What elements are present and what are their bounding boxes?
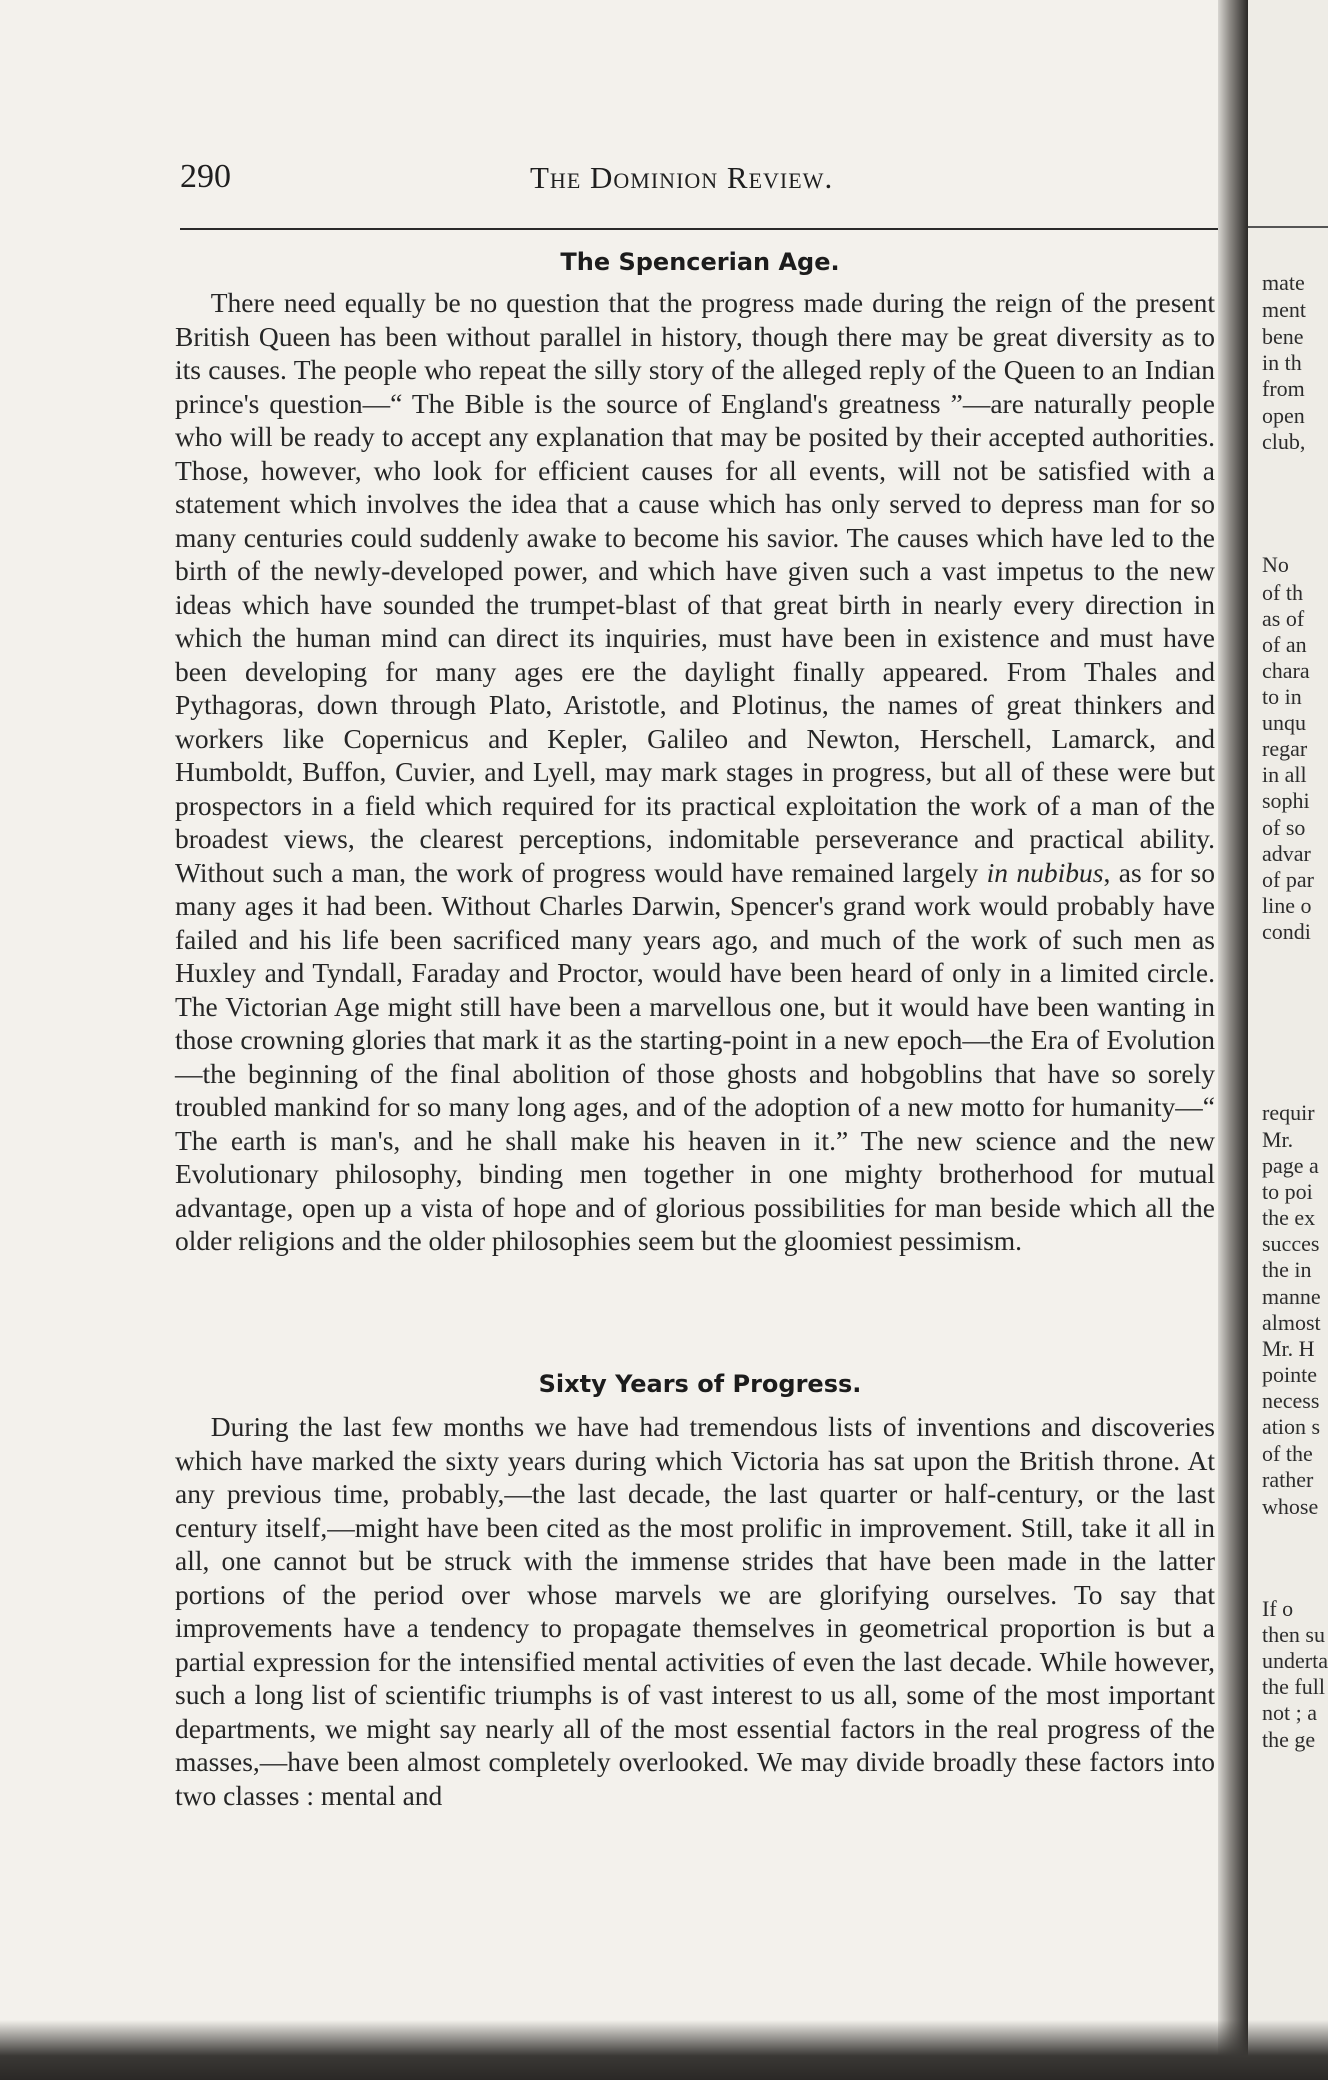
facing-page-line: the in: [1262, 1257, 1312, 1282]
facing-page-line: then su: [1262, 1622, 1325, 1647]
header-rule: [180, 228, 1220, 230]
facing-page-line: succes: [1262, 1231, 1320, 1256]
facing-page-line: line o: [1262, 893, 1312, 918]
running-head: [180, 158, 1220, 198]
facing-page-line: requir: [1262, 1100, 1315, 1125]
facing-page-edge: [1248, 0, 1328, 2080]
facing-page-line: from: [1262, 376, 1305, 401]
facing-page-line: of th: [1262, 580, 1303, 605]
facing-page-line: bene: [1262, 324, 1304, 349]
book-gutter: [1218, 0, 1248, 2080]
facing-page-line: not ; a: [1262, 1700, 1317, 1725]
facing-page-line: advar: [1262, 841, 1311, 866]
facing-page-line: of par: [1262, 867, 1314, 892]
facing-page-line: Mr.: [1262, 1127, 1294, 1152]
facing-page-line: of an: [1262, 632, 1307, 657]
bottom-shadow: [0, 2020, 1328, 2080]
facing-page-line: page a: [1262, 1153, 1319, 1178]
facing-page-rule: [1248, 226, 1328, 228]
paragraph-sixty-years: During the last few months we have had tremendous lists of inventions and discoveries which have marked the sixty years during which Victoria has sat upon the British throne. At any previous time, probably,—the last decade, the last quarter or half-century, or the last century itself,—might have been cited as the most prolific in improvement. Still, take it all in all, one cannot but be struck with the immense strides that have been made in the latter portions of the period over whose marvels we are glorifying ourselves. To say that improvements have a tendency to propagate themselves in geometrical proportion is but a partial expression for the intensified mental activities of even the last decade. While however, such a long list of scientific triumphs is of vast interest to us all, some of the most important departments, we might say nearly all of the most essential factors in the real progress of the masses,—have been almost completely overlooked. We may divide broadly these factors into two classes : mental and: [175, 1411, 1215, 1811]
facing-page-line: ation s: [1262, 1414, 1321, 1439]
section-heading-sixty-years: Sixty Years of Progress.: [538, 1370, 862, 1398]
page-number: 290: [180, 158, 231, 195]
facing-page-line: underta: [1262, 1648, 1328, 1673]
facing-page-line: club,: [1262, 429, 1306, 454]
facing-page-line: manne: [1262, 1284, 1321, 1309]
facing-page-line: in th: [1262, 350, 1302, 375]
facing-page-line: sophi: [1262, 788, 1310, 813]
facing-page-line: of so: [1262, 815, 1306, 840]
facing-page-line: rather: [1262, 1467, 1314, 1492]
facing-page-line: regar: [1262, 736, 1308, 761]
facing-page-line: almost: [1262, 1310, 1321, 1335]
facing-page-line: to in: [1262, 684, 1302, 709]
facing-page-line: ment: [1262, 297, 1306, 322]
paragraph-spencerian-age: There need equally be no question that the progress made during the reign of the present British Queen has been without parallel in history, though there may be great diversity as to its causes. The people who repeat the silly story of the alleged reply of the Queen to an Indian prince's question—“ The Bible is the source of England's greatness ”—are naturally people who will be ready to accept any explanation that may be posited by their accepted authorities. Those, however, who look for efficient causes for all events, will not be satisfied with a statement which involves the idea that a cause which has only served to depress man for so many centuries could suddenly awake to become his savior. The causes which have led to the birth of the newly-developed power, and which have given such a vast impetus to the new ideas which have sounded the trumpet-blast of that great birth in nearly every direction in which the human mind can direct its inquiries, must have been in existence and must have been developing for many ages ere the daylight finally appeared. From Thales and Pythagoras, down through Plato, Aristotle, and Plotinus, the names of great thinkers and workers like Copernicus and Kepler, Galileo and Newton, Herschell, Lamarck, and Humboldt, Buffon, Cuvier, and Lyell, may mark stages in progress, but all of these were but prospectors in a field which required for its practical exploitation the work of a man of the broadest views, the clearest perceptions, indomitable perseverance and practical ability. Without such a man, the work of progress would have remained largely in nubibus, as for so many ages it had been. Without Charles Darwin, Spencer's grand work would probably have failed and his life been sacrificed many years ago, and much of the work of such men as Huxley and Tyndall, Faraday and Proctor, would have been heard of only in a limited circle. The Victorian Age might still have been a marvellous one, but it would have been wanting in those crowning glories that mark it as the starting-point in a new epoch—the Era of Evolution—the beginning of the final abolition of those ghosts and hobgoblins that have so sorely troubled mankind for so many long ages, and of the adoption of a new motto for humanity—“ The earth is man's, and he shall make his heaven in it.” The new science and the new Evolutionary philosophy, binding men together in one mighty brotherhood for mutual advantage, open up a vista of hope and of glorious possibilities for man beside which all the older religions and the older philosophies seem but the gloomiest pessimism.: [175, 287, 1215, 1256]
journal-title: The Dominion Review.: [530, 160, 834, 195]
facing-page-line: necess: [1262, 1388, 1320, 1413]
facing-page-line: condi: [1262, 919, 1311, 944]
section-heading-spencerian-age: The Spencerian Age.: [560, 248, 840, 276]
facing-page-line: the full: [1262, 1674, 1325, 1699]
facing-page-line: whose: [1262, 1494, 1319, 1519]
facing-page-line: unqu: [1262, 710, 1306, 735]
facing-page-line: open: [1262, 403, 1305, 428]
facing-page-line: mate: [1262, 270, 1305, 295]
facing-page-line: as of: [1262, 606, 1305, 631]
facing-page-line: the ge: [1262, 1727, 1316, 1752]
facing-page-line: in all: [1262, 762, 1307, 787]
facing-page-line: of the: [1262, 1441, 1313, 1466]
latin-phrase: in nubibus: [986, 856, 1104, 888]
facing-page-line: No: [1262, 552, 1289, 577]
facing-page-line: pointe: [1262, 1362, 1317, 1387]
facing-page-line: Mr. H: [1262, 1336, 1315, 1361]
facing-page-line: If o: [1262, 1596, 1294, 1621]
facing-page-line: the ex: [1262, 1205, 1316, 1230]
facing-page-line: to poi: [1262, 1179, 1313, 1204]
facing-page-line: chara: [1262, 658, 1310, 683]
